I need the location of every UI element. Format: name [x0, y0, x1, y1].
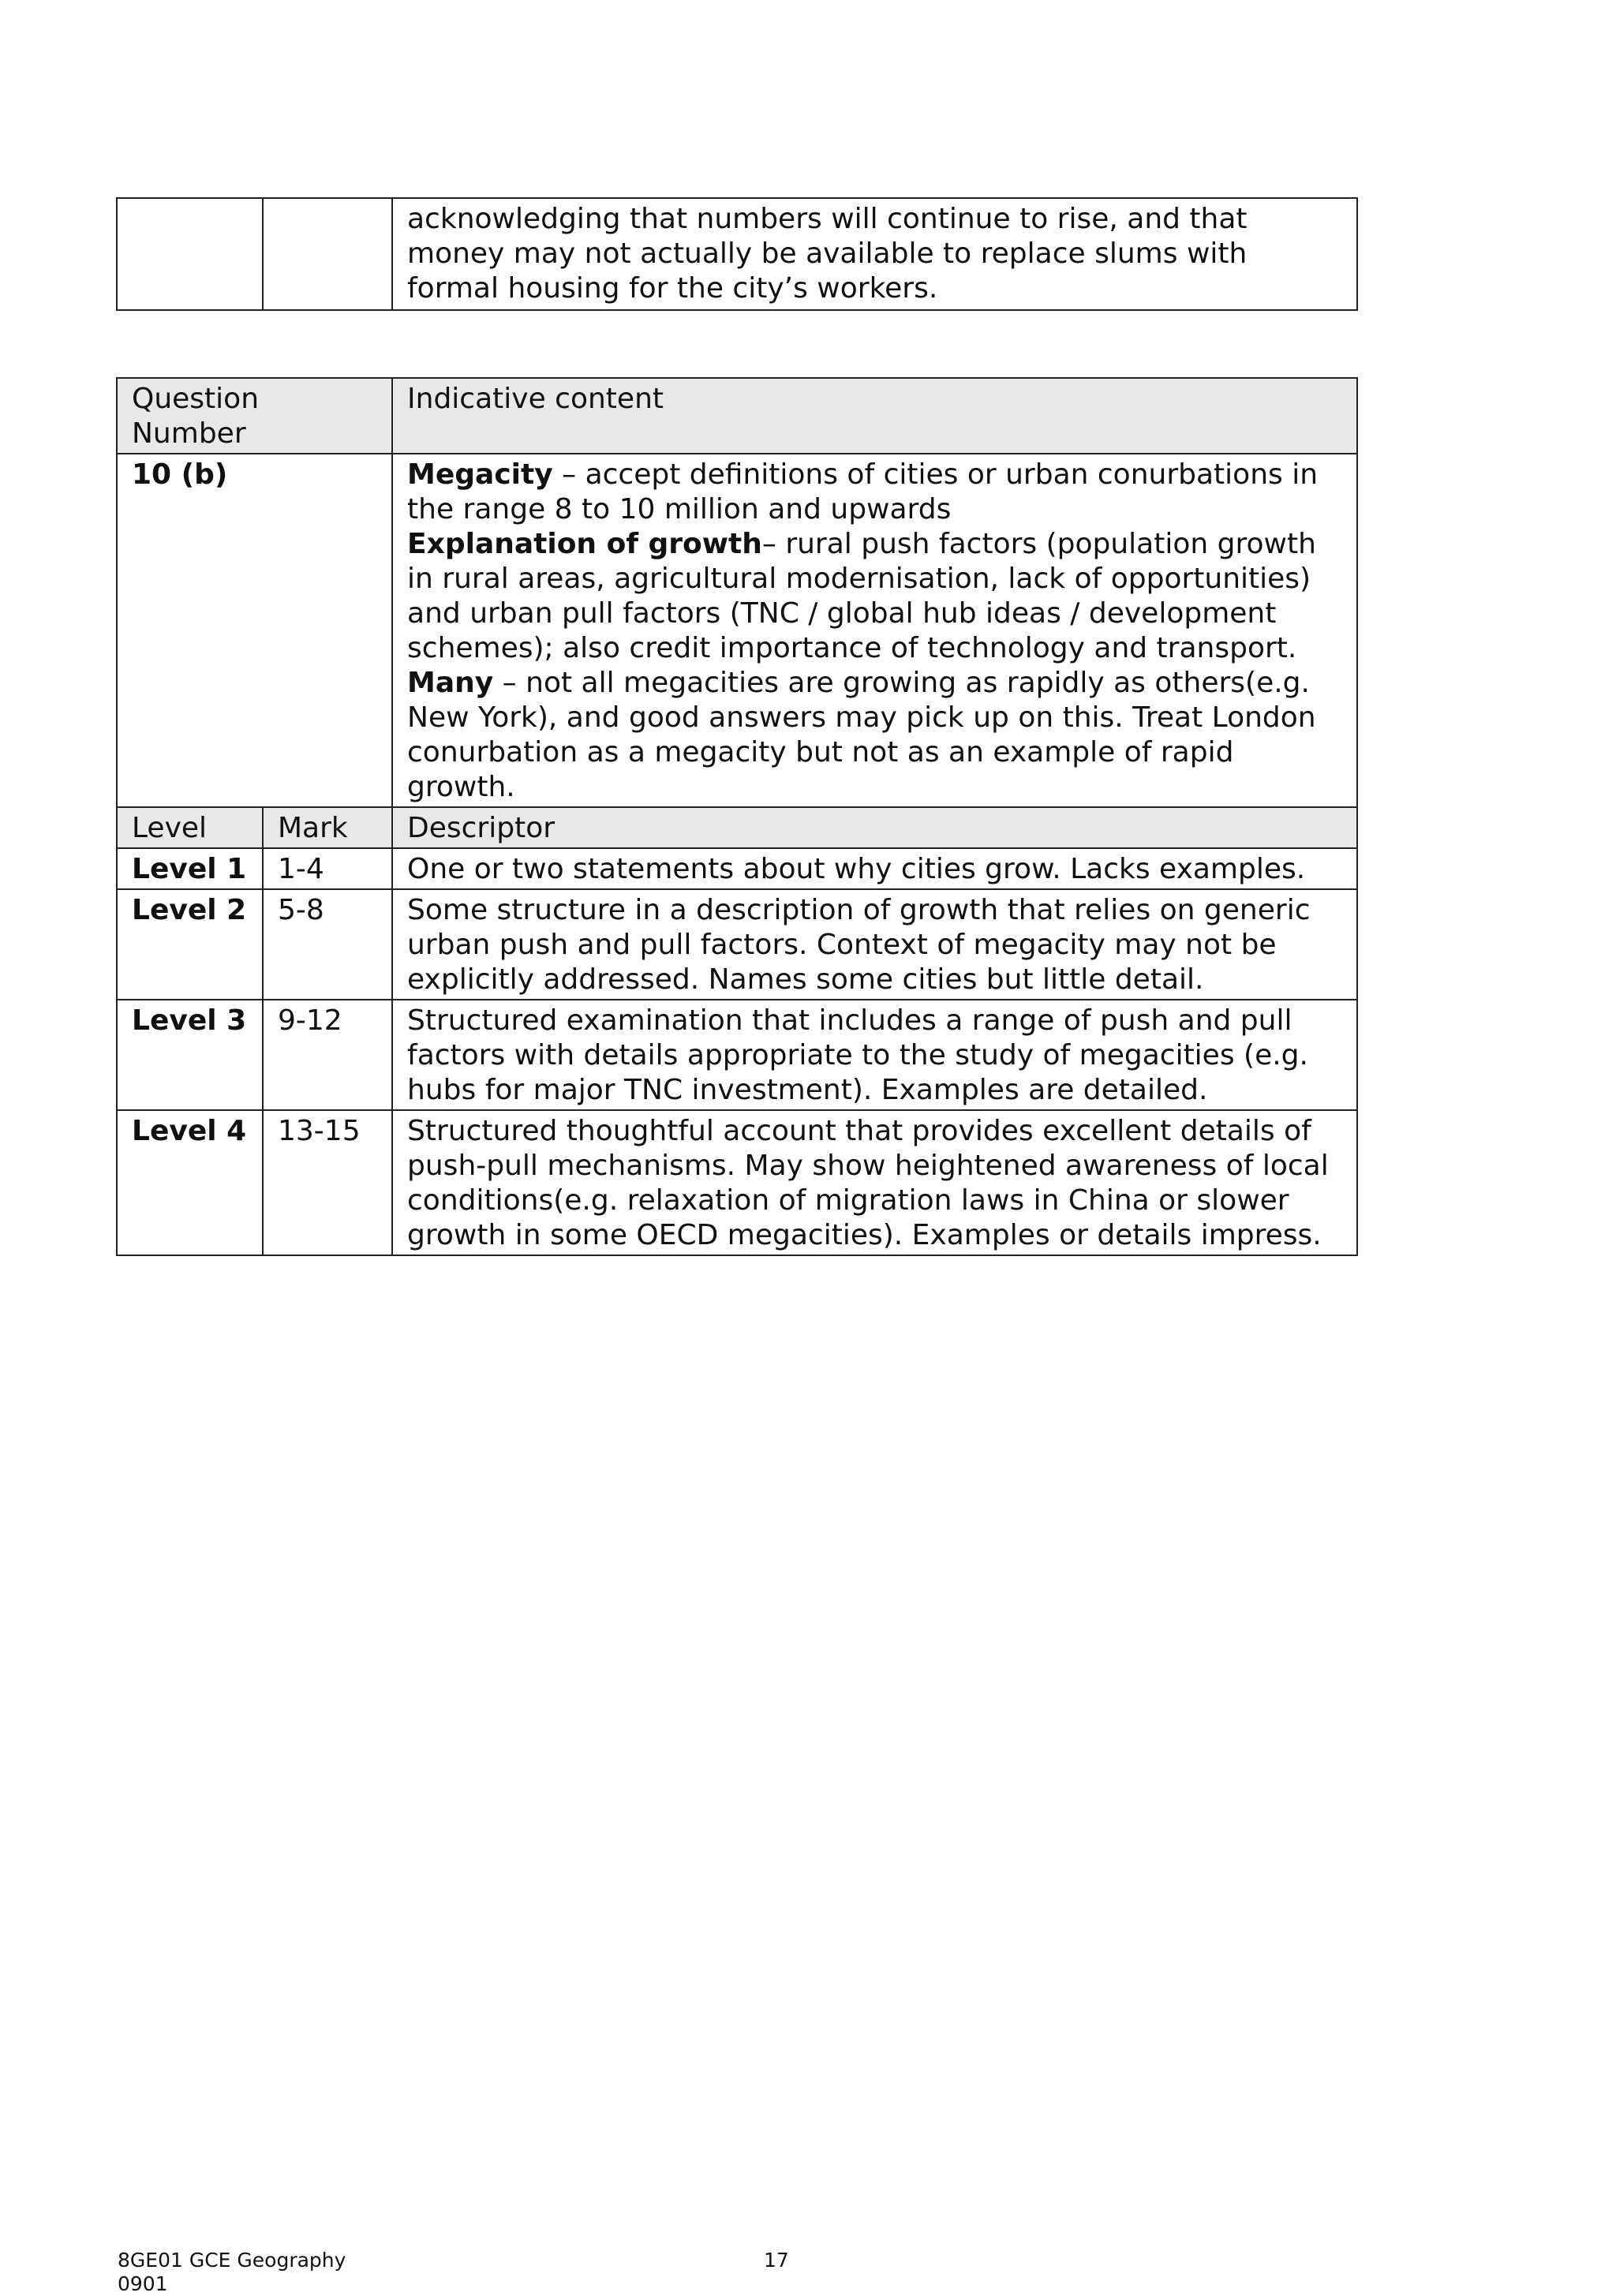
footer-series-code: 0901: [118, 2272, 168, 2295]
level-descriptor: Structured examination that includes a range of push and pull factors with details appropriate to the study of megacities (e.g. hubs for major TNC investment). Examples are detailed.: [392, 1000, 1357, 1110]
footer-spec-code: 8GE01 GCE Geography: [118, 2249, 346, 2272]
descriptor-column-header: Descriptor: [392, 807, 1357, 848]
table-header-row: [117, 378, 1357, 454]
many-term: Many: [407, 667, 494, 699]
explanation-text: – rural push factors (population growth in rural areas, agricultural modernisation, lack of opportunities) and urban pull factors (TNC / global hub ideas / development schemes); also credit importance of technology and transport.: [407, 528, 1316, 664]
question-row: [117, 454, 1357, 807]
level-row: [117, 848, 1357, 889]
page-number: 17: [764, 2249, 789, 2272]
level-mark: 5-8: [263, 889, 392, 1000]
question-number-header: Question Number: [117, 378, 392, 454]
level-column-header: Level: [117, 807, 263, 848]
level-descriptor: Some structure in a description of growth that relies on generic urban push and pull factors. Context of megacity may not be explicitly addressed. Names some cities but little detail.: [392, 889, 1357, 1000]
megacity-paragraph: [407, 458, 1342, 527]
megacity-term: Megacity: [407, 458, 553, 491]
level-mark: 1-4: [263, 848, 392, 889]
level-mark: 9-12: [263, 1000, 392, 1110]
level-descriptor: One or two statements about why cities grow. Lacks examples.: [392, 848, 1357, 889]
level-label: Level 3: [117, 1000, 263, 1110]
empty-cell: [263, 198, 392, 310]
continuation-table: [116, 197, 1358, 311]
indicative-content: [392, 454, 1357, 807]
table-row: [117, 198, 1357, 310]
level-row: [117, 1000, 1357, 1110]
level-descriptor: Structured thoughtful account that provides excellent details of push-pull mechanisms. May show heightened awareness of local conditions(e.g. relaxation of migration laws in China or slower growth in some OECD megacities). Examples or details impress.: [392, 1110, 1357, 1255]
level-mark: 13-15: [263, 1110, 392, 1255]
explanation-paragraph: [407, 527, 1342, 666]
level-label: Level 1: [117, 848, 263, 889]
question-number: 10 (b): [117, 454, 392, 807]
level-row: [117, 889, 1357, 1000]
empty-cell: [117, 198, 263, 310]
mark-scheme-table: [116, 377, 1358, 1256]
indicative-content-header: Indicative content: [392, 378, 1357, 454]
many-text: – not all megacities are growing as rapidly as others(e.g. New York), and good answers may pick up on this. Treat London conurbation as a megacity but not as an example of rapid growth.: [407, 667, 1316, 803]
footer-reference: [118, 2249, 346, 2296]
mark-column-header: Mark: [263, 807, 392, 848]
megacity-text: – accept definitions of cities or urban conurbations in the range 8 to 10 million and upwards: [407, 458, 1319, 525]
explanation-term: Explanation of growth: [407, 528, 762, 560]
level-header-row: [117, 807, 1357, 848]
continuation-text: acknowledging that numbers will continue to rise, and that money may not actually be available to replace slums with formal housing for the city’s workers.: [392, 198, 1357, 310]
level-label: Level 2: [117, 889, 263, 1000]
level-row: [117, 1110, 1357, 1255]
many-paragraph: [407, 666, 1342, 805]
level-label: Level 4: [117, 1110, 263, 1255]
